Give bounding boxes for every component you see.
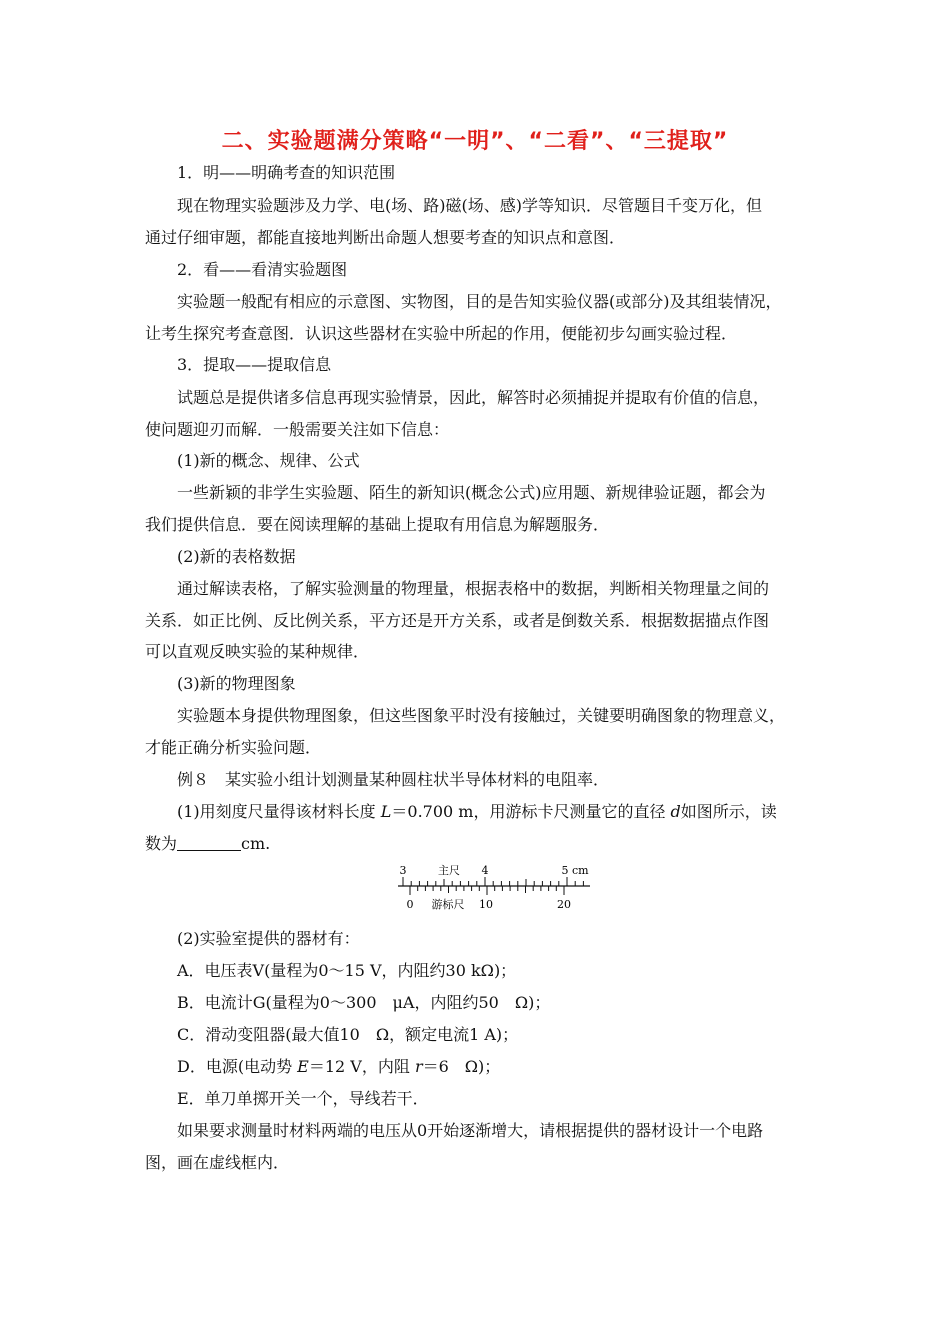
- sub2-text-line3: 可以直观反映实验的某种规律．: [145, 642, 370, 661]
- vernier-tick-label-20: 20: [557, 898, 571, 911]
- sub1-text-line1: 一些新颖的非学生实验题、陌生的新知识(概念公式)应用题、新规律验证题，都会为: [177, 483, 766, 502]
- length-symbol: L: [380, 802, 392, 821]
- page-title: 二、实验题满分策略“一明”、“二看”、“三提取”: [221, 129, 729, 154]
- sub1-heading: (1)新的概念、规律、公式: [177, 451, 360, 470]
- section3-text-line2: 使问题迎刃而解．一般需要关注如下信息：: [145, 420, 450, 439]
- section3-text-line1: 试题总是提供诸多信息再现实验情景，因此，解答时必须捕捉并提取有价值的信息，: [177, 388, 770, 407]
- diameter-symbol: d: [670, 802, 681, 821]
- section1-heading: 1．明——明确考查的知识范围: [177, 163, 396, 182]
- main-tick-label-5cm: 5 cm: [561, 864, 589, 877]
- vernier-scale-ticks: [410, 886, 564, 895]
- question1-text-a: (1)用刻度尺量得该材料长度: [177, 802, 381, 821]
- item-d-text-a: D．电源(电动势: [177, 1057, 298, 1076]
- sub2-heading: (2)新的表格数据: [177, 547, 296, 566]
- sub1-text-line2: 我们提供信息．要在阅读理解的基础上提取有用信息为解题服务．: [145, 515, 610, 534]
- example-intro: 例８ 某实验小组计划测量某种圆柱状半导体材料的电阻率．: [177, 770, 610, 789]
- final-instruction-line2: 图，画在虚线框内．: [145, 1153, 290, 1172]
- main-tick-label-4: 4: [481, 864, 489, 877]
- equipment-item-e: E．单刀单掷开关一个，导线若干．: [177, 1089, 429, 1108]
- section1-text-line2: 通过仔细审题，都能直接地判断出命题人想要考查的知识点和意图．: [145, 228, 626, 247]
- main-tick-label-3: 3: [399, 864, 407, 877]
- sub3-heading: (3)新的物理图象: [177, 674, 296, 693]
- main-scale-label: 主尺: [438, 864, 460, 877]
- item-d-text-b: ＝12 V，内阻: [308, 1057, 415, 1076]
- sub3-text-line2: 才能正确分析实验问题．: [145, 738, 322, 757]
- sub2-text-line1: 通过解读表格，了解实验测量的物理量，根据表格中的数据，判断相关物理量之间的: [177, 579, 770, 598]
- question1-text-b: ＝0.700 m，用游标卡尺测量它的直径: [391, 802, 671, 821]
- question1-line2: [145, 833, 270, 855]
- question1-text-c: 如图所示，读: [680, 802, 777, 821]
- answer-blank[interactable]: [177, 836, 241, 851]
- question1-unit: cm.: [241, 834, 271, 853]
- emf-symbol: E: [297, 1057, 309, 1076]
- vernier-caliper-diagram: [390, 858, 600, 916]
- section1-text-line1: 现在物理实验题涉及力学、电(场、路)磁(场、感)学等知识．尽管题目千变万化，但: [177, 196, 762, 215]
- section2-heading: 2．看——看清实验题图: [177, 260, 348, 279]
- vernier-tick-label-10: 10: [479, 898, 493, 911]
- equipment-item-b: B．电流计G(量程为0～300 μA，内阻约50 Ω)；: [177, 993, 551, 1012]
- equipment-item-a: A．电压表V(量程为0～15 V，内阻约30 kΩ)；: [177, 961, 517, 980]
- question1-text-d: 数为: [145, 834, 178, 853]
- main-scale-ticks: [403, 877, 583, 886]
- question1-line1: [177, 801, 777, 823]
- section3-heading: 3．提取——提取信息: [177, 355, 332, 374]
- sub3-text-line1: 实验题本身提供物理图象，但这些图象平时没有接触过，关键要明确图象的物理意义，: [177, 706, 786, 725]
- equipment-item-d: [177, 1056, 500, 1078]
- vernier-tick-label-0: 0: [406, 898, 414, 911]
- final-instruction-line1: 如果要求测量时材料两端的电压从0开始逐渐增大，请根据提供的器材设计一个电路: [177, 1121, 764, 1140]
- sub2-text-line2: 关系．如正比例、反比例关系，平方还是开方关系，或者是倒数关系．根据数据描点作图: [145, 611, 770, 630]
- section2-text-line2: 让考生探究考查意图．认识这些器材在实验中所起的作用，便能初步勾画实验过程．: [145, 324, 738, 343]
- internal-resistance-symbol: r: [414, 1057, 423, 1076]
- question2-heading: (2)实验室提供的器材有：: [177, 929, 360, 948]
- item-d-text-c: ＝6 Ω)；: [422, 1057, 501, 1076]
- section2-text-line1: 实验题一般配有相应的示意图、实物图，目的是告知实验仪器(或部分)及其组装情况，: [177, 292, 782, 311]
- equipment-item-c: C．滑动变阻器(最大值10 Ω，额定电流1 A)；: [177, 1025, 519, 1044]
- vernier-scale-label: 游标尺: [431, 898, 465, 911]
